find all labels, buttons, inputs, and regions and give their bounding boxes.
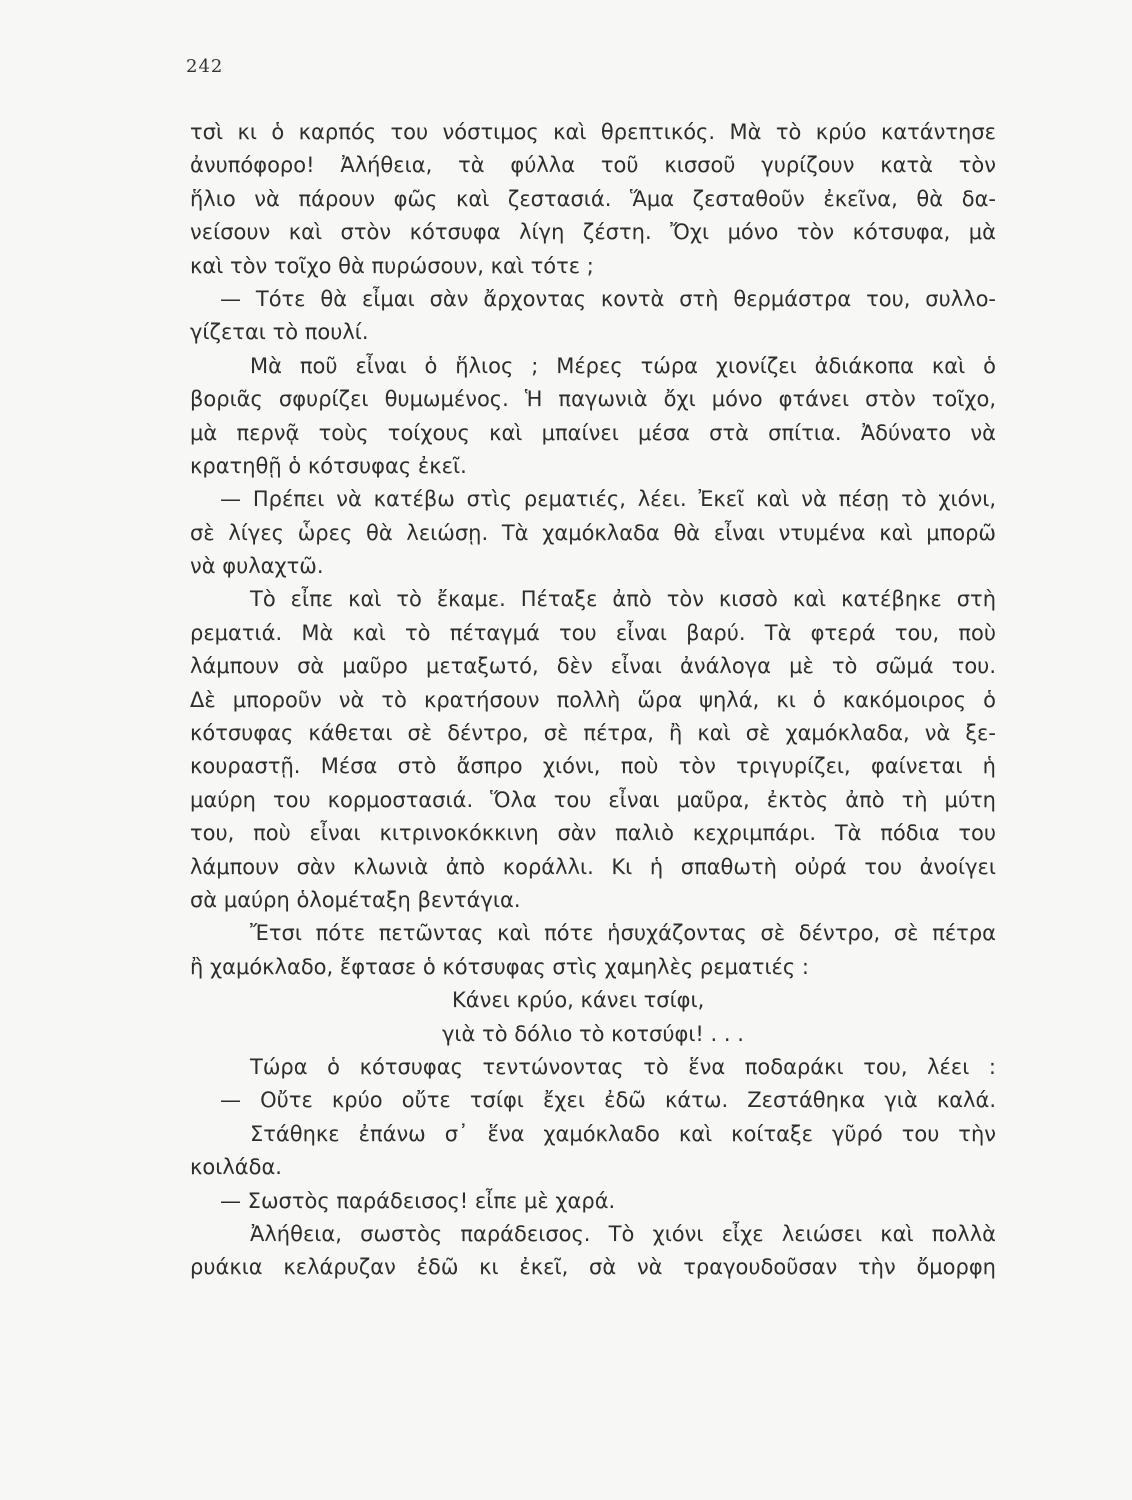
text-line: νὰ φυλαχτῶ.: [190, 554, 324, 579]
body-text: [190, 116, 996, 1285]
text-line: Δὲ μποροῦν νὰ τὸ κρατήσουν πολλὴ ὥρα ψηλά, κι ὁ κακόμοιρος ὁ: [190, 687, 996, 712]
paragraph-start: Τώρα ὁ κότσυφας τεντώνοντας τὸ ἕνα ποδαράκι του, λέει :: [250, 1054, 996, 1079]
paragraph-start: Μὰ ποῦ εἶναι ὁ ἥλιος ; Μέρες τώρα χιονίζει ἀδιάκοπα καὶ ὁ: [250, 353, 996, 378]
paragraph-start: Ἔτσι πότε πετῶντας καὶ πότε ἡσυχάζοντας σὲ δέντρο, σὲ πέτρα: [250, 921, 996, 946]
text-line: μὰ περνᾷ τοὺς τοίχους καὶ μπαίνει μέσα στὰ σπίτια. Ἀδύνατο νὰ: [190, 420, 996, 445]
dialogue-line: — Σωστὸς παράδεισος! εἶπε μὲ χαρά.: [220, 1188, 616, 1213]
text-line: σὰ μαύρη ὁλομέταξη βεντάγια.: [190, 887, 521, 912]
text-line: καὶ τὸν τοῖχο θὰ πυρώσουν, καὶ τότε ;: [190, 253, 594, 278]
text-line: ρυάκια κελάρυζαν ἐδῶ κι ἐκεῖ, σὰ νὰ τραγουδοῦσαν τὴν ὄμορφη: [190, 1255, 996, 1280]
text-line: κότσυφας κάθεται σὲ δέντρο, σὲ πέτρα, ἢ καὶ σὲ χαμόκλαδα, νὰ ξε-: [190, 721, 996, 746]
text-line: λάμπουν σὰ μαῦρο μεταξωτό, δὲν εἶναι ἀνάλογα μὲ τὸ σῶμά του.: [190, 654, 996, 679]
text-line: νείσουν καὶ στὸν κότσυφα λίγη ζέστη. Ὄχι μόνο τὸν κότσυφα, μὰ: [190, 220, 996, 245]
text-line: γίζεται τὸ πουλί.: [190, 320, 369, 345]
text-line: ἀνυπόφορο! Ἀλήθεια, τὰ φύλλα τοῦ κισσοῦ γυρίζουν κατὰ τὸν: [190, 153, 996, 178]
text-line: σὲ λίγες ὧρες θὰ λειώσῃ. Τὰ χαμόκλαδα θὰ εἶναι ντυμένα καὶ μπορῶ: [190, 520, 996, 545]
poem-line: Κάνει κρύο, κάνει τσίφι,: [452, 988, 705, 1013]
poem-line: γιὰ τὸ δόλιο τὸ κοτσύφι! . . .: [442, 1021, 744, 1046]
text-line: κρατηθῇ ὁ κότσυφας ἐκεῖ.: [190, 453, 467, 478]
text-line: κουραστῇ. Μέσα στὸ ἄσπρο χιόνι, ποὺ τὸν τριγυρίζει, φαίνεται ἡ: [190, 754, 996, 779]
paragraph-start: Στάθηκε ἐπάνω σ᾿ ἕνα χαμόκλαδο καὶ κοίταξε γῦρό του τὴν: [250, 1121, 996, 1146]
page-number: 242: [186, 56, 224, 77]
text-line: κοιλάδα.: [190, 1155, 282, 1180]
text-line: μαύρη του κορμοστασιά. Ὅλα του εἶναι μαῦρα, ἐκτὸς ἀπὸ τὴ μύτη: [190, 787, 996, 812]
text-line: ἢ χαμόκλαδο, ἔφτασε ὁ κότσυφας στὶς χαμηλὲς ρεματιές :: [190, 954, 809, 979]
text-line: τσὶ κι ὁ καρπός του νόστιμος καὶ θρεπτικός. Μὰ τὸ κρύο κατάντησε: [190, 120, 996, 144]
paragraph-start: Τὸ εἶπε καὶ τὸ ἔκαμε. Πέταξε ἀπὸ τὸν κισσὸ καὶ κατέβηκε στὴ: [250, 587, 996, 612]
text-line: ρεματιά. Μὰ καὶ τὸ πέταγμά του εἶναι βαρύ. Τὰ φτερά του, ποὺ: [190, 620, 996, 645]
text-line: ἥλιο νὰ πάρουν φῶς καὶ ζεστασιά. Ἅμα ζεσταθοῦν ἐκεῖνα, θὰ δα-: [190, 186, 996, 211]
paragraph-start: Ἀλήθεια, σωστὸς παράδεισος. Τὸ χιόνι εἶχε λειώσει καὶ πολλὰ: [250, 1221, 996, 1246]
text-line: του, ποὺ εἶναι κιτρινοκόκκινη σὰν παλιὸ κεχριμπάρι. Τὰ πόδια του: [190, 821, 996, 846]
dialogue-line: — Πρέπει νὰ κατέβω στὶς ρεματιές, λέει. Ἐκεῖ καὶ νὰ πέσῃ τὸ χιόνι,: [220, 487, 996, 512]
text-line: λάμπουν σὰν κλωνιὰ ἀπὸ κοράλλι. Κι ἡ σπαθωτὴ οὐρά του ἀνοίγει: [190, 854, 996, 879]
dialogue-line: — Οὔτε κρύο οὔτε τσίφι ἔχει ἐδῶ κάτω. Ζεστάθηκα γιὰ καλά.: [220, 1088, 996, 1113]
text-line: βοριᾶς σφυρίζει θυμωμένος. Ἡ παγωνιὰ ὄχι μόνο φτάνει στὸν τοῖχο,: [190, 387, 996, 412]
dialogue-line: — Τότε θὰ εἶμαι σὰν ἄρχοντας κοντὰ στὴ θερμάστρα του, συλλο-: [220, 286, 996, 311]
